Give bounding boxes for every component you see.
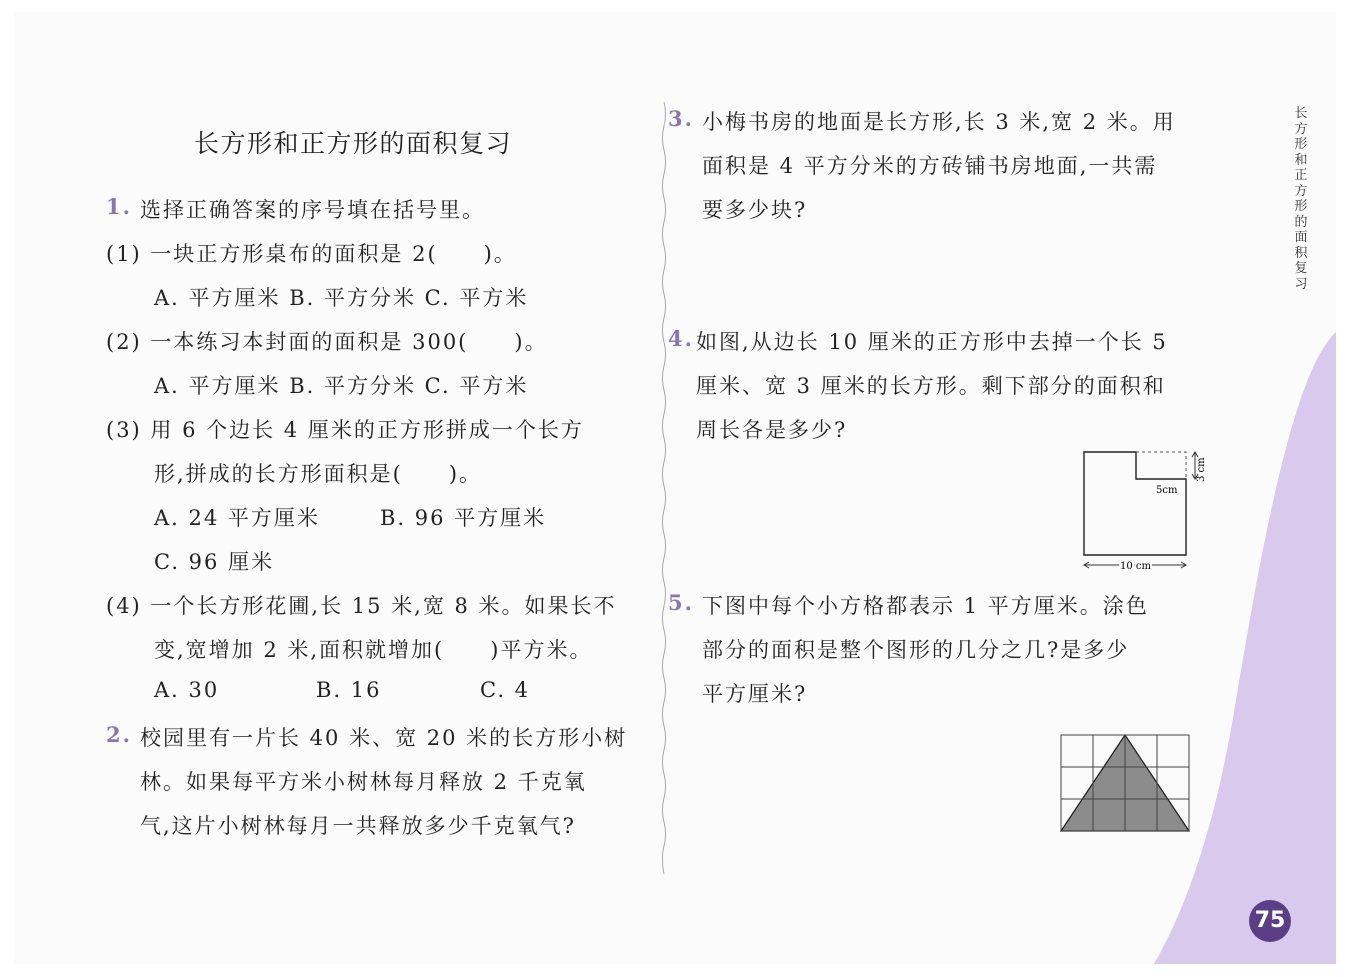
question-4-number: 4.	[668, 326, 694, 351]
q1-sub4-option-a: A. 30	[154, 678, 220, 702]
q4-label-5cm: 5cm	[1156, 485, 1178, 496]
question-2-number: 2.	[106, 722, 132, 747]
page-number: 75	[1249, 900, 1291, 942]
q1-sub3-line2: 形,拼成的长方形面积是( )。	[154, 462, 483, 486]
question-5-line2: 部分的面积是整个图形的几分之几?是多少	[702, 638, 1130, 662]
question-4-line3: 周长各是多少?	[696, 418, 848, 442]
question-1-number: 1.	[106, 194, 132, 219]
q1-sub3-option-a: A. 24 平方厘米	[154, 506, 320, 530]
q1-sub3-option-c: C. 96 厘米	[154, 550, 275, 574]
q1-sub1-options: A. 平方厘米 B. 平方分米 C. 平方米	[154, 286, 529, 310]
q1-sub1-line: (1) 一块正方形桌布的面积是 2( )。	[106, 242, 517, 266]
q1-sub4-line1: (4) 一个长方形花圃,长 15 米,宽 8 米。如果长不	[106, 594, 617, 618]
q4-shape-outline	[1084, 452, 1186, 555]
q1-sub4-option-c: C. 4	[480, 678, 531, 702]
question-5-line3: 平方厘米?	[702, 682, 808, 706]
question-3-line3: 要多少块?	[702, 198, 808, 222]
side-title: 长方形和正方形的面积复习	[1294, 106, 1308, 292]
q1-sub2-line: (2) 一本练习本封面的面积是 300( )。	[106, 330, 548, 354]
q4-figure	[1074, 444, 1214, 584]
question-4-line1: 如图,从边长 10 厘米的正方形中去掉一个长 5	[696, 330, 1168, 354]
q4-label-10cm: 10 cm	[1120, 561, 1151, 572]
question-2-line1: 校园里有一片长 40 米、宽 20 米的长方形小树	[140, 726, 628, 750]
question-5-number: 5.	[668, 590, 694, 615]
q5-grid-figure	[1058, 732, 1194, 836]
q1-sub3-option-b: B. 96 平方厘米	[380, 506, 547, 530]
q1-sub2-options: A. 平方厘米 B. 平方分米 C. 平方米	[154, 374, 529, 398]
q1-sub4-line2: 变,宽增加 2 米,面积就增加( )平方米。	[154, 638, 593, 662]
workbook-page	[14, 12, 1336, 964]
question-3-line2: 面积是 4 平方分米的方砖铺书房地面,一共需	[702, 154, 1158, 178]
question-3-line1: 小梅书房的地面是长方形,长 3 米,宽 2 米。用	[702, 110, 1176, 134]
q4-cutout-dashed	[1136, 452, 1186, 479]
page-title: 长方形和正方形的面积复习	[194, 129, 513, 158]
q1-sub4-option-b: B. 16	[316, 678, 382, 702]
question-2-line3: 气,这片小树林每月一共释放多少千克氧气?	[140, 814, 576, 838]
question-3-number: 3.	[668, 106, 694, 131]
q4-label-3cm: 3 cm	[1196, 457, 1207, 482]
question-1-stem: 选择正确答案的序号填在括号里。	[140, 198, 485, 222]
column-divider	[660, 102, 668, 874]
question-2-line2: 林。如果每平方米小树林每月释放 2 千克氧	[140, 770, 587, 794]
q1-sub3-line1: (3) 用 6 个边长 4 厘米的正方形拼成一个长方	[106, 418, 584, 442]
question-4-line2: 厘米、宽 3 厘米的长方形。剩下部分的面积和	[696, 374, 1166, 398]
question-5-line1: 下图中每个小方格都表示 1 平方厘米。涂色	[702, 594, 1149, 618]
